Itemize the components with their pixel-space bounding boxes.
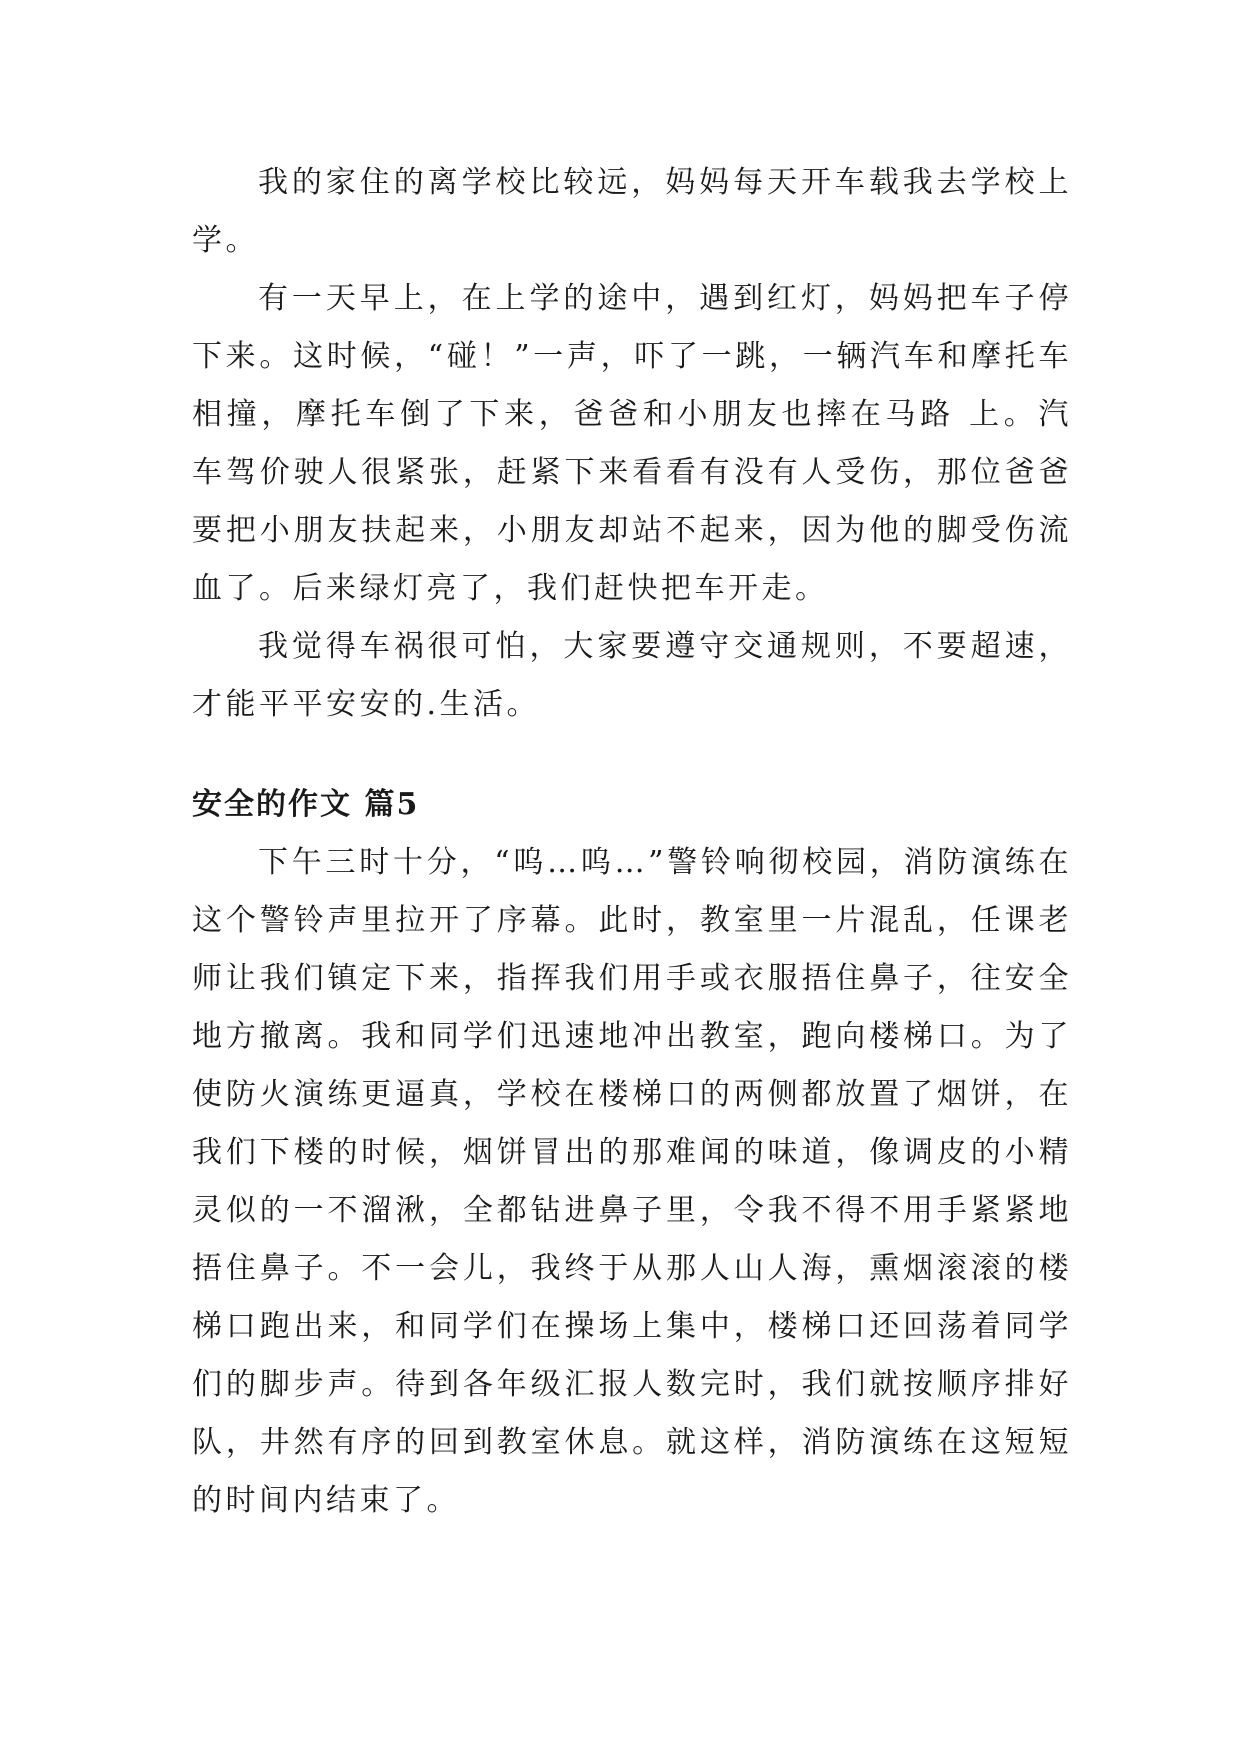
- paragraph-conclusion: 我觉得车祸很可怕，大家要遵守交通规则，不要超速，才能平平安安的.生活。: [192, 629, 1072, 722]
- paragraph-commute: 我的家住的离学校比较远，妈妈每天开车载我去学校上学。: [192, 165, 1072, 258]
- paragraph-accident: 有一天早上，在上学的途中，遇到红灯，妈妈把车子停下来。这时候，“碰！”一声，吓了一跳，一辆汽车和摩托车相撞，摩托车倒了下来，爸爸和小朋友也摔在马路 上。汽车驾价驶人很紧张，赶紧下来看看有没有人受伤，那位爸爸要把小朋友扶起来，小朋友却站不起来，因为他的脚受伤流血了。后来绿灯亮了，我们赶快把车开走。: [192, 281, 1072, 606]
- section-heading: 安全的作文 篇5: [192, 787, 420, 822]
- paragraph-fire-drill: 下午三时十分，“呜…呜…”警铃响彻校园，消防演练在这个警铃声里拉开了序幕。此时，教室里一片混乱，任课老师让我们镇定下来，指挥我们用手或衣服捂住鼻子，往安全地方撤离。我和同学们迅速地冲出教室，跑向楼梯口。为了使防火演练更逼真，学校在楼梯口的两侧都放置了烟饼，在我们下楼的时候，烟饼冒出的那难闻的味道，像调皮的小精灵似的一不溜湫，全都钻进鼻子里，令我不得不用手紧紧地捂住鼻子。不一会儿，我终于从那人山人海，熏烟滚滚的楼梯口跑出来，和同学们在操场上集中，楼梯口还回荡着同学们的脚步声。待到各年级汇报人数完时，我们就按顺序排好队，井然有序的回到教室休息。就这样，消防演练在这短短的时间内结束了。: [192, 845, 1072, 1518]
- document-body: [192, 154, 1072, 1530]
